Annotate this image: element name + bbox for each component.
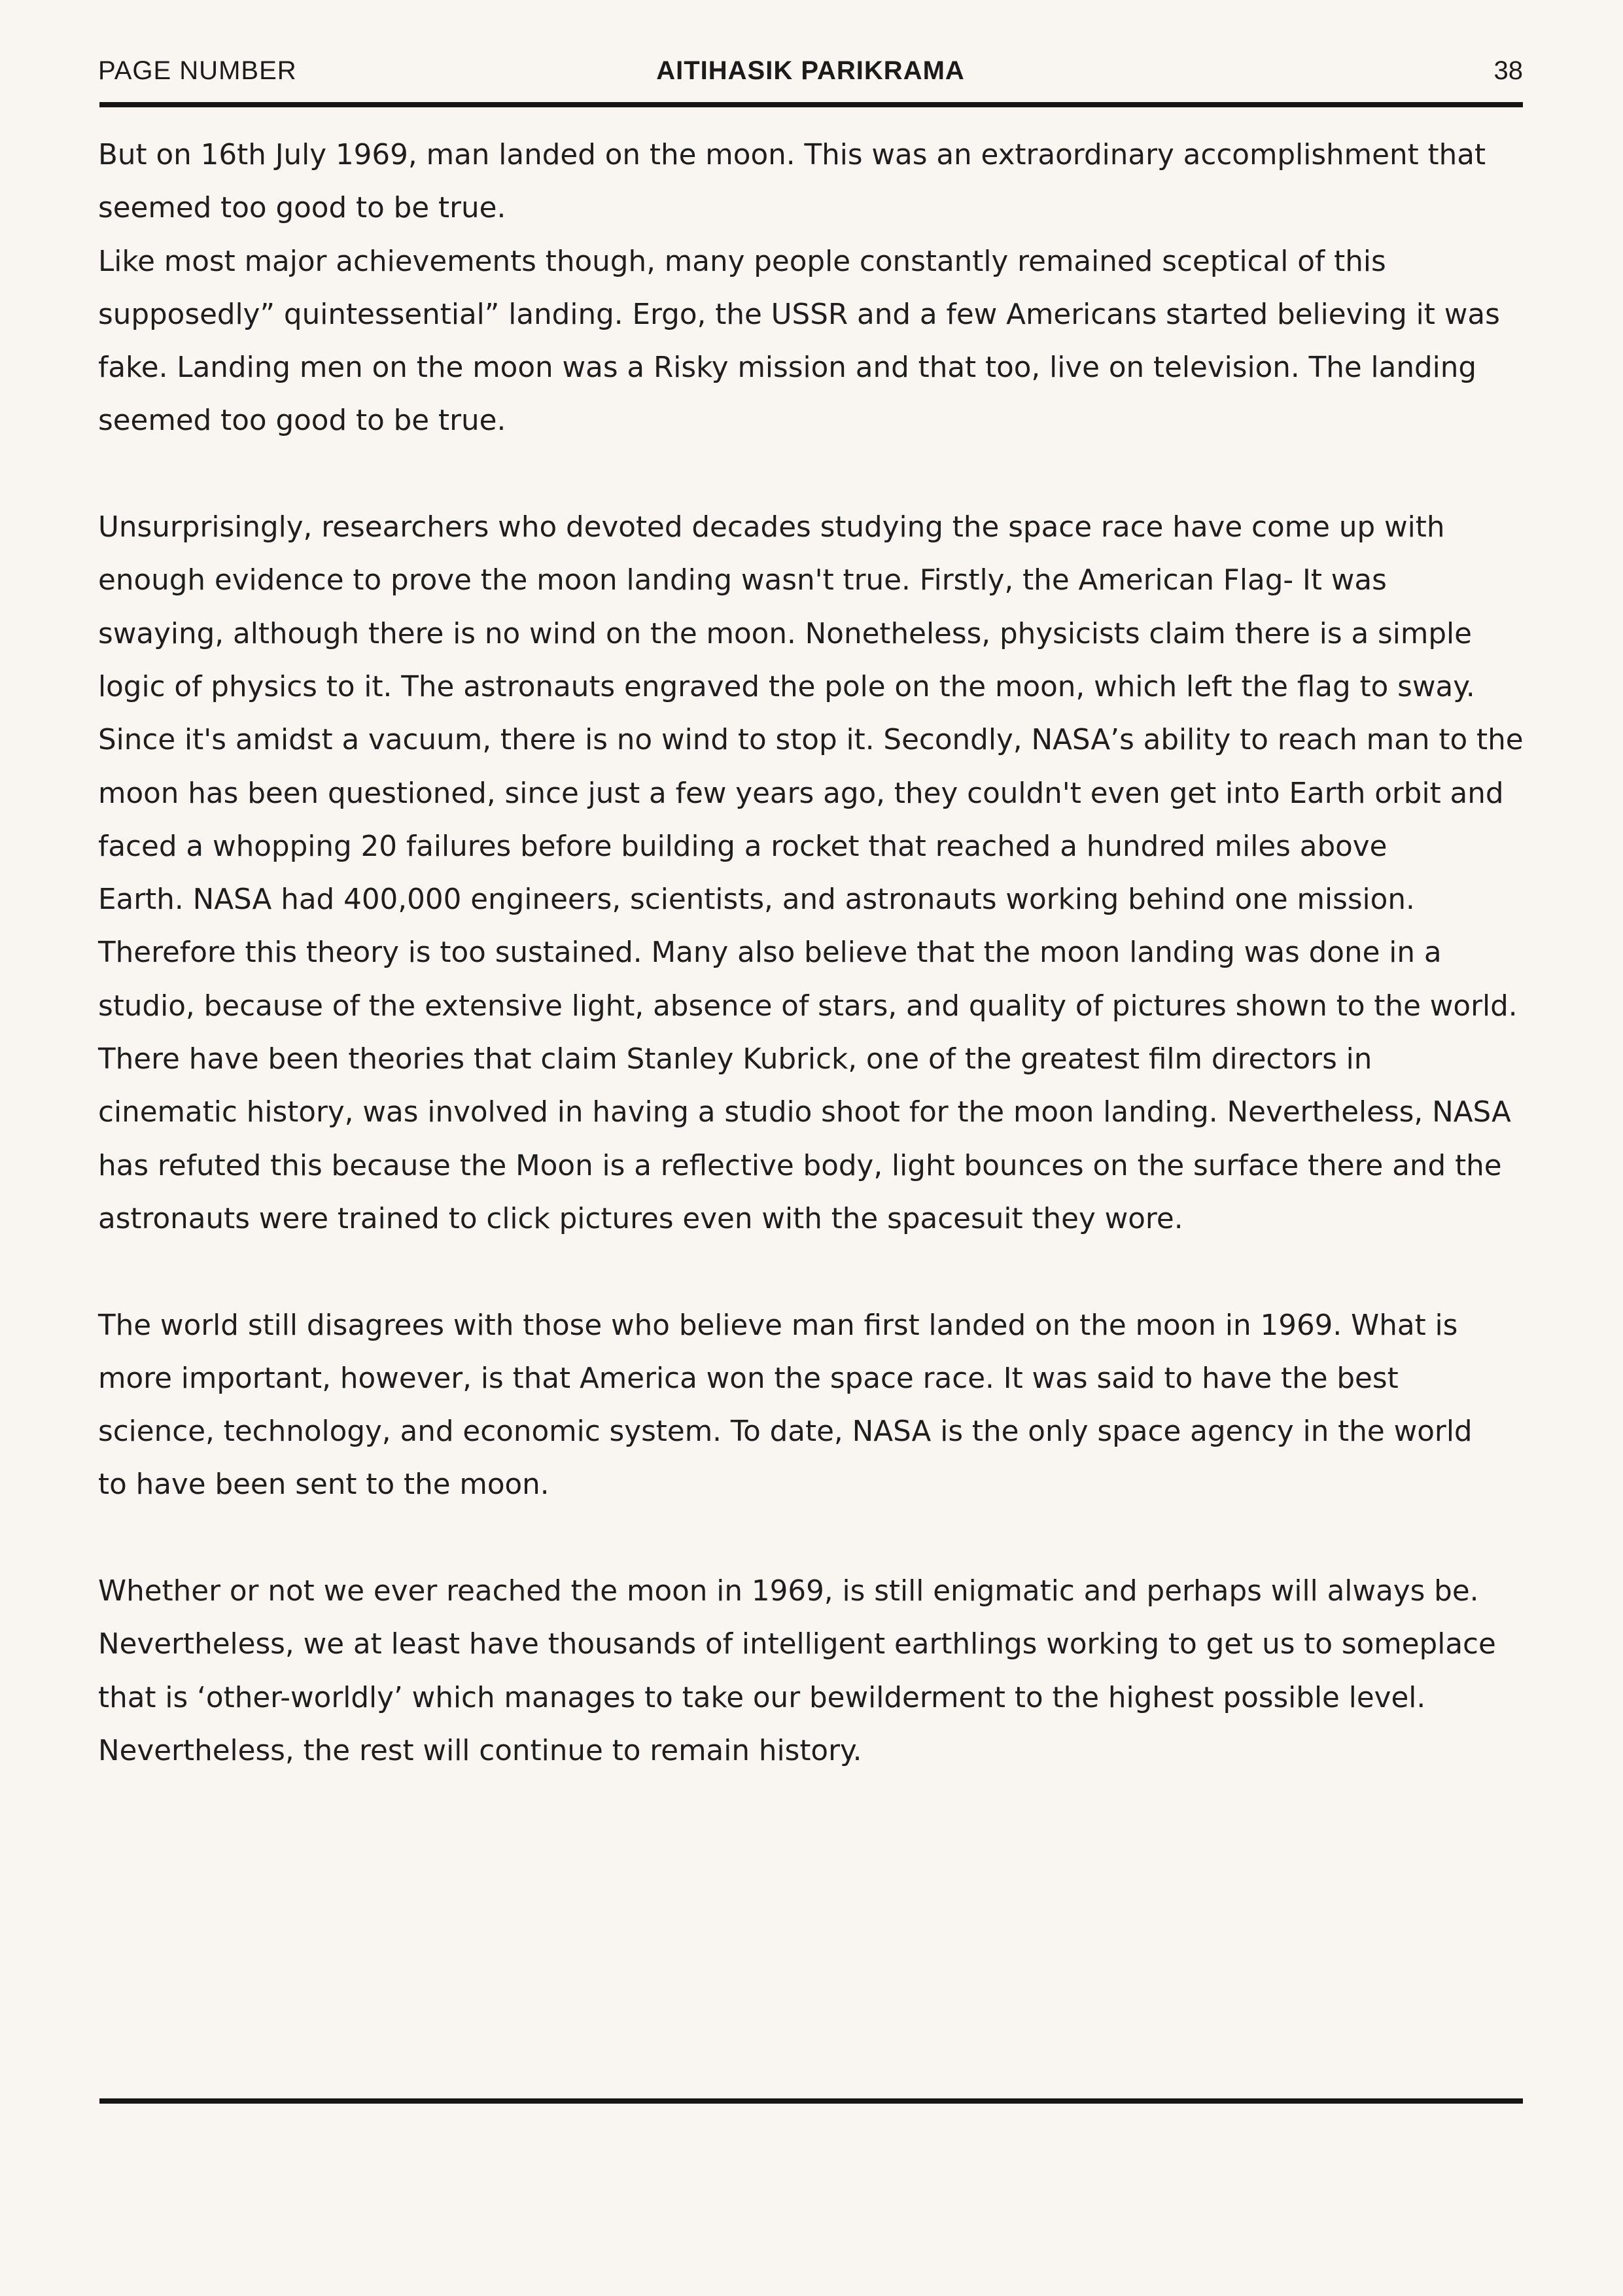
text-line: logic of physics to it. The astronauts engraved the pole on the moon, which left the flag to sway. (98, 670, 1475, 703)
text-line: Since it's amidst a vacuum, there is no wind to stop it. Secondly, NASA’s ability to reach man to the (98, 724, 1524, 757)
header-divider (99, 102, 1523, 107)
text-line: There have been theories that claim Stanley Kubrick, one of the greatest film directors in (98, 1043, 1372, 1076)
text-line: that is ‘other-worldly’ which manages to take our bewilderment to the highest possible level. (98, 1681, 1426, 1714)
text-line: Nevertheless, the rest will continue to remain history. (98, 1734, 862, 1767)
text-line: moon has been questioned, since just a few years ago, they couldn't even get into Earth orbit and (98, 777, 1504, 810)
text-line: science, technology, and economic system. To date, NASA is the only space agency in the world (98, 1415, 1473, 1449)
text-line: seemed too good to be true. (98, 404, 506, 438)
text-line: Earth. NASA had 400,000 engineers, scientists, and astronauts working behind one mission. (98, 883, 1415, 917)
text-line: astronauts were trained to click pictures even with the spacesuit they wore. (98, 1202, 1183, 1235)
text-line: The world still disagrees with those who believe man first landed on the moon in 1969. What is (98, 1309, 1458, 1342)
page-header (98, 51, 1523, 90)
text-line: has refuted this because the Moon is a reflective body, light bounces on the surface there and the (98, 1149, 1502, 1182)
text-line: fake. Landing men on the moon was a Risky mission and that too, live on television. The landing (98, 351, 1477, 385)
paragraph-3 (98, 1299, 1531, 1512)
text-line: Therefore this theory is too sustained. Many also believe that the moon landing was done in a (98, 936, 1442, 970)
header-title: AITIHASIK PARIKRAMA (656, 56, 965, 85)
text-line: swaying, although there is no wind on the moon. Nonetheless, physicists claim there is a simple (98, 617, 1472, 650)
paragraph-1 (98, 129, 1531, 448)
text-line: faced a whopping 20 failures before building a rocket that reached a hundred miles above (98, 830, 1387, 863)
paragraph-4 (98, 1565, 1531, 1778)
footer-divider (99, 2098, 1523, 2104)
text-line: But on 16th July 1969, man landed on the moon. This was an extraordinary accomplishment that (98, 139, 1486, 171)
paragraph-2 (98, 501, 1531, 1246)
text-line: Nevertheless, we at least have thousands of intelligent earthlings working to get us to someplace (98, 1628, 1496, 1661)
header-page-number: 38 (1493, 56, 1523, 85)
text-line: more important, however, is that America won the space race. It was said to have the best (98, 1362, 1399, 1395)
text-line: Whether or not we ever reached the moon in 1969, is still enigmatic and perhaps will always be. (98, 1575, 1479, 1608)
text-line: studio, because of the extensive light, absence of stars, and quality of pictures shown to the world. (98, 989, 1518, 1023)
text-line: seemed too good to be true. (98, 192, 506, 225)
header-page-label: PAGE NUMBER (98, 56, 297, 85)
text-line: Like most major achievements though, many people constantly remained sceptical of this (98, 245, 1386, 278)
text-line: Unsurprisingly, researchers who devoted decades studying the space race have come up with (98, 511, 1445, 544)
text-line: supposedly” quintessential” landing. Ergo, the USSR and a few Americans started believing it was (98, 298, 1500, 331)
text-line: to have been sent to the moon. (98, 1468, 550, 1502)
text-line: enough evidence to prove the moon landing wasn't true. Firstly, the American Flag- It was (98, 564, 1387, 597)
text-line: cinematic history, was involved in having a studio shoot for the moon landing. Nevertheless, NASA (98, 1096, 1511, 1129)
article-body (98, 129, 1531, 1778)
